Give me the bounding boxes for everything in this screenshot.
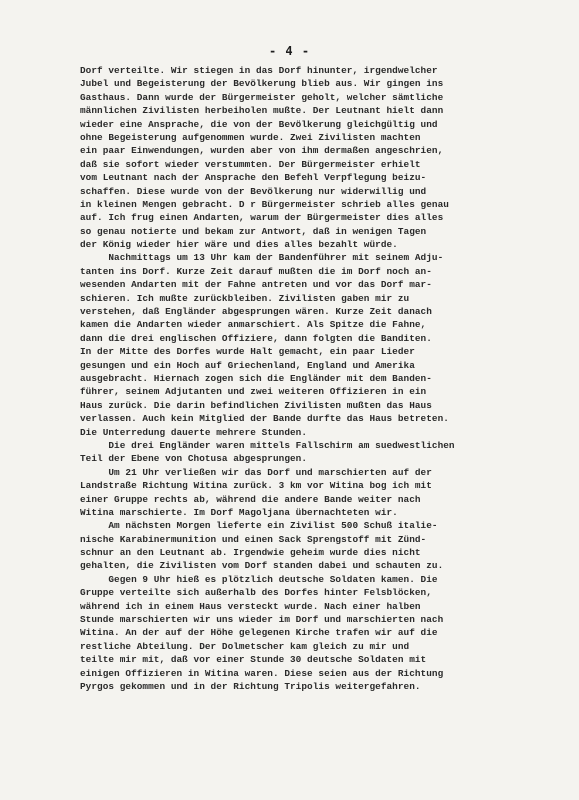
text-line: Witina. An der auf der Höhe gelegenen Kirche trafen wir auf die (80, 627, 438, 639)
text-line: Gruppe verteilte sich außerhalb des Dorfes hinter Felsblöcken, (80, 587, 432, 599)
text-line: Haus zurück. Die darin befindlichen Zivilisten mußten das Haus (80, 399, 432, 411)
text-line: Dorf verteilte. Wir stiegen in das Dorf hinunter, irgendwelcher (80, 65, 438, 76)
text-line: In der Mitte des Dorfes wurde Halt gemacht, ein paar Lieder (80, 346, 415, 358)
text-line: einer Gruppe rechts ab, während die andere Bande weiter nach (80, 493, 421, 505)
text-line: gesungen und ein Hoch auf Griechenland, England und Amerika (80, 359, 415, 371)
text-line: verstehen, daß Engländer abgesprungen wären. Kurze Zeit danach (80, 306, 432, 318)
text-line: Witina marschierte. Im Dorf Magoljana übernachteten wir. (80, 506, 398, 518)
text-line: während ich in einem Haus versteckt wurde. Nach einer halben (80, 600, 421, 612)
text-line: Am nächsten Morgen lieferte ein Zivilist 500 Schuß italie- (80, 520, 438, 532)
text-line: gehalten, die Zivilisten vom Dorf standen dabei und schauten zu. (80, 560, 444, 572)
text-line: daß sie sofort wieder verstummten. Der Bürgermeister erhielt (80, 158, 421, 170)
text-line: schnur an den Leutnant ab. Irgendwie geheim wurde dies nicht (80, 547, 421, 559)
text-line: restliche Abteilung. Der Dolmetscher kam gleich zu mir und (80, 640, 410, 652)
text-line: Die drei Engländer waren mittels Fallschirm am suedwestlichen (80, 439, 455, 451)
text-line: Teil der Ebene von Chotusa abgesprungen. (80, 453, 308, 465)
text-line: verlassen. Auch kein Mitglied der Bande durfte das Haus betreten. (80, 413, 449, 425)
text-line: vom Leutnant nach der Ansprache den Befehl Verpflegung beizu- (80, 172, 427, 184)
text-line: dann die drei englischen Offiziere, dann folgten die Banditen. (80, 332, 432, 344)
text-line: Um 21 Uhr verließen wir das Dorf und marschierten auf der (80, 466, 432, 478)
text-line: einigen Offizieren in Witina waren. Diese seien aus der Richtung (80, 667, 444, 679)
text-line: kamen die Andarten wieder anmarschiert. Als Spitze die Fahne, (80, 319, 427, 331)
text-line: wieder eine Ansprache, die von der Bevölkerung gleichgültig und (80, 118, 438, 130)
document-body-text (80, 64, 560, 693)
text-line: wesenden Andarten mit der Fahne antreten und vor das Dorf mar- (80, 279, 432, 291)
text-line: männlichen Zivilisten herbeiholen mußte. Der Leutnant hielt dann (80, 105, 444, 117)
text-line: der König wieder hier wäre und dies alles bezahlt würde. (80, 239, 398, 251)
text-line: ohne Begeisterung aufgenommen wurde. Zwei Zivilisten machten (80, 131, 421, 143)
text-line: nische Karabinermunition und einen Sack Sprengstoff mit Zünd- (80, 533, 427, 545)
text-line: tanten ins Dorf. Kurze Zeit darauf mußten die im Dorf noch an- (80, 265, 432, 277)
text-line: Gegen 9 Uhr hieß es plötzlich deutsche Soldaten kamen. Die (80, 573, 438, 585)
text-line: Die Unterredung dauerte mehrere Stunden. (80, 426, 308, 438)
text-line: Gasthaus. Dann wurde der Bürgermeister geholt, welcher sämtliche (80, 91, 444, 103)
text-line: führer, seinem Adjutanten und zwei weiteren Offizieren in ein (80, 386, 427, 398)
text-line: Jubel und Begeisterung der Bevölkerung blieb aus. Wir gingen ins (80, 78, 444, 90)
text-line: schieren. Ich mußte zurückbleiben. Zivilisten gaben mir zu (80, 292, 410, 304)
text-line: Pyrgos gekommen und in der Richtung Tripolis weitergefahren. (80, 680, 421, 692)
text-line: Stunde marschierten wir uns wieder im Dorf und marschierten nach (80, 614, 444, 626)
page-number: - 4 - (268, 44, 311, 58)
text-line: ausgebracht. Hiernach zogen sich die Engländer mit dem Banden- (80, 372, 432, 384)
text-line: schaffen. Diese wurde von der Bevölkerung nur widerwillig und (80, 185, 427, 197)
text-line: in kleinen Mengen gebracht. D r Bürgermeister schrieb alles genau (80, 198, 449, 210)
text-line: so genau notierte und bekam zur Antwort, daß in wenigen Tagen (80, 225, 427, 237)
text-line: teilte mir mit, daß vor einer Stunde 30 deutsche Soldaten mit (80, 654, 427, 666)
text-line: auf. Ich frug einen Andarten, warum der Bürgermeister dies alles (80, 212, 444, 224)
text-line: Landstraße Richtung Witina zurück. 3 km vor Witina bog ich mit (80, 480, 432, 492)
text-line: ein paar Einwendungen, wurden aber von ihm dermaßen angeschrien, (80, 145, 444, 157)
text-line: Nachmittags um 13 Uhr kam der Bandenführer mit seinem Adju- (80, 252, 444, 264)
